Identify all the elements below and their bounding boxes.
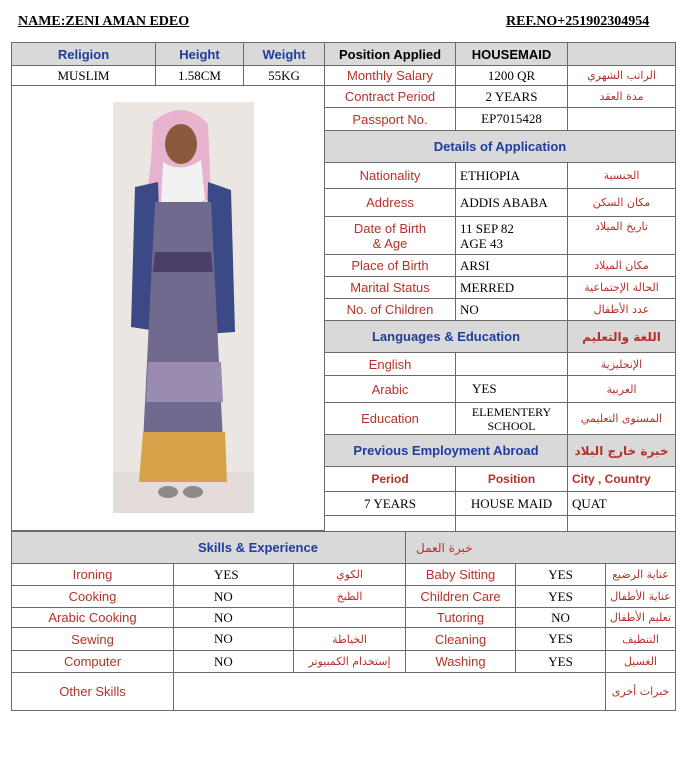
nationality-ar: الجنسية	[568, 163, 676, 189]
education-label: Education	[325, 403, 456, 435]
birthplace-label: Place of Birth	[325, 255, 456, 277]
dob-ar: تاريخ الميلاد	[568, 217, 676, 255]
skill-washing-value: YES	[516, 651, 606, 673]
languages-title-ar: اللغة والتعليم	[568, 321, 676, 353]
candidate-photo	[113, 102, 254, 513]
employment-period: 7 YEARS	[325, 492, 456, 516]
religion-header: Religion	[12, 43, 156, 66]
arabic-label: Arabic	[325, 376, 456, 403]
employment-title-ar: خبرة خارج البلاد	[568, 435, 676, 467]
marital-ar: الحالة الإجتماعية	[568, 277, 676, 299]
skill-babysitting-label: Baby Sitting	[406, 564, 516, 586]
skill-babysitting-value: YES	[516, 564, 606, 586]
skill-cleaning-ar: التنظيف	[606, 628, 676, 651]
skill-babysitting-ar: عناية الرضيع	[606, 564, 676, 586]
person-figure-icon	[113, 102, 254, 513]
city-country-header: City , Country	[568, 467, 676, 492]
skill-sewing-ar: الخياطة	[294, 628, 406, 651]
weight-value: 55KG	[244, 66, 325, 86]
dob-label-cell	[325, 217, 456, 255]
skill-childcare-value: YES	[516, 586, 606, 608]
height-header: Height	[156, 43, 244, 66]
skill-ironing-label: Ironing	[12, 564, 174, 586]
skill-arabic-cooking-ar	[294, 608, 406, 628]
age-label: & Age	[372, 235, 408, 251]
skill-arabic-cooking-label: Arabic Cooking	[12, 608, 174, 628]
reference-number: REF.NO+251902304954	[506, 14, 650, 29]
birthplace-ar: مكان الميلاد	[568, 255, 676, 277]
arabic-value: YES	[456, 376, 568, 403]
dob-value-cell	[456, 217, 568, 255]
salary-label: Monthly Salary	[325, 66, 456, 86]
skill-arabic-cooking-value: NO	[174, 608, 294, 628]
skill-washing-label: Washing	[406, 651, 516, 673]
other-skills-value	[174, 673, 606, 711]
position-header: Position	[456, 467, 568, 492]
skill-tutoring-label: Tutoring	[406, 608, 516, 628]
height-value: 1.58CM	[156, 66, 244, 86]
skill-computer-label: Computer	[12, 651, 174, 673]
english-ar: الإنجليزية	[568, 353, 676, 376]
salary-value: 1200 QR	[456, 66, 568, 86]
skills-title: Skills & Experience	[12, 532, 406, 564]
education-value-cell	[456, 403, 568, 435]
skill-tutoring-ar: تعليم الأطفال	[606, 608, 676, 628]
employment-empty-2	[456, 516, 568, 533]
marital-value: MERRED	[456, 277, 568, 299]
english-value	[456, 353, 568, 376]
other-skills-ar: خبرات أخرى	[606, 673, 676, 711]
languages-title: Languages & Education	[325, 321, 568, 353]
marital-label: Marital Status	[325, 277, 456, 299]
contract-period-value: 2 YEARS	[456, 86, 568, 108]
position-empty	[568, 43, 676, 66]
other-skills-label: Other Skills	[12, 673, 174, 711]
skill-cooking-label: Cooking	[12, 586, 174, 608]
skill-cleaning-label: Cleaning	[406, 628, 516, 651]
nationality-value: ETHIOPIA	[456, 163, 568, 189]
age-value: AGE 43	[460, 235, 503, 251]
employment-empty-3	[568, 516, 676, 533]
children-label: No. of Children	[325, 299, 456, 321]
skill-sewing-value: NO	[174, 628, 294, 651]
nationality-label: Nationality	[325, 163, 456, 189]
skill-tutoring-value: NO	[516, 608, 606, 628]
weight-header: Weight	[244, 43, 325, 66]
skills-title-ar: خبرة العمل	[406, 532, 676, 564]
dob-label: Date of Birth	[353, 220, 427, 236]
contract-table	[324, 42, 676, 533]
skill-childcare-label: Children Care	[406, 586, 516, 608]
skill-ironing-ar: الكوي	[294, 564, 406, 586]
skills-table	[11, 531, 676, 711]
skill-washing-ar: الغسيل	[606, 651, 676, 673]
skill-computer-value: NO	[174, 651, 294, 673]
period-header: Period	[325, 467, 456, 492]
skill-childcare-ar: عناية الأطفال	[606, 586, 676, 608]
passport-value: EP7015428	[456, 108, 568, 131]
skill-sewing-label: Sewing	[12, 628, 174, 651]
employment-position: HOUSE MAID	[456, 492, 568, 516]
skill-cooking-ar: الطبخ	[294, 586, 406, 608]
education-value-2: SCHOOL	[487, 418, 536, 433]
english-label: English	[325, 353, 456, 376]
personal-stats-table	[11, 42, 325, 86]
candidate-name: NAME:ZENI AMAN EDEO	[18, 14, 190, 29]
children-ar: عدد الأطفال	[568, 299, 676, 321]
education-ar: المستوى التعليمي	[568, 403, 676, 435]
skill-ironing-value: YES	[174, 564, 294, 586]
passport-label: Passport No.	[325, 108, 456, 131]
skill-cleaning-value: YES	[516, 628, 606, 651]
address-value: ADDIS ABABA	[456, 189, 568, 217]
religion-value: MUSLIM	[12, 66, 156, 86]
dob-value: 11 SEP 82	[460, 220, 514, 236]
address-ar: مكان السكن	[568, 189, 676, 217]
passport-ar	[568, 108, 676, 131]
contract-period-ar: مدة العقد	[568, 86, 676, 108]
address-label: Address	[325, 189, 456, 217]
children-value: NO	[456, 299, 568, 321]
skill-cooking-value: NO	[174, 586, 294, 608]
skill-computer-ar: إستخدام الكمبيوتر	[294, 651, 406, 673]
employment-country: QUAT	[568, 492, 676, 516]
position-value: HOUSEMAID	[456, 43, 568, 66]
employment-empty-1	[325, 516, 456, 533]
position-label: Position Applied	[325, 43, 456, 66]
birthplace-value: ARSI	[456, 255, 568, 277]
contract-period-label: Contract Period	[325, 86, 456, 108]
salary-ar: الراتب الشهري	[568, 66, 676, 86]
education-value: ELEMENTERY	[471, 404, 552, 419]
arabic-ar: العربية	[568, 376, 676, 403]
employment-title: Previous Employment Abroad	[325, 435, 568, 467]
details-title: Details of Application	[325, 131, 676, 163]
